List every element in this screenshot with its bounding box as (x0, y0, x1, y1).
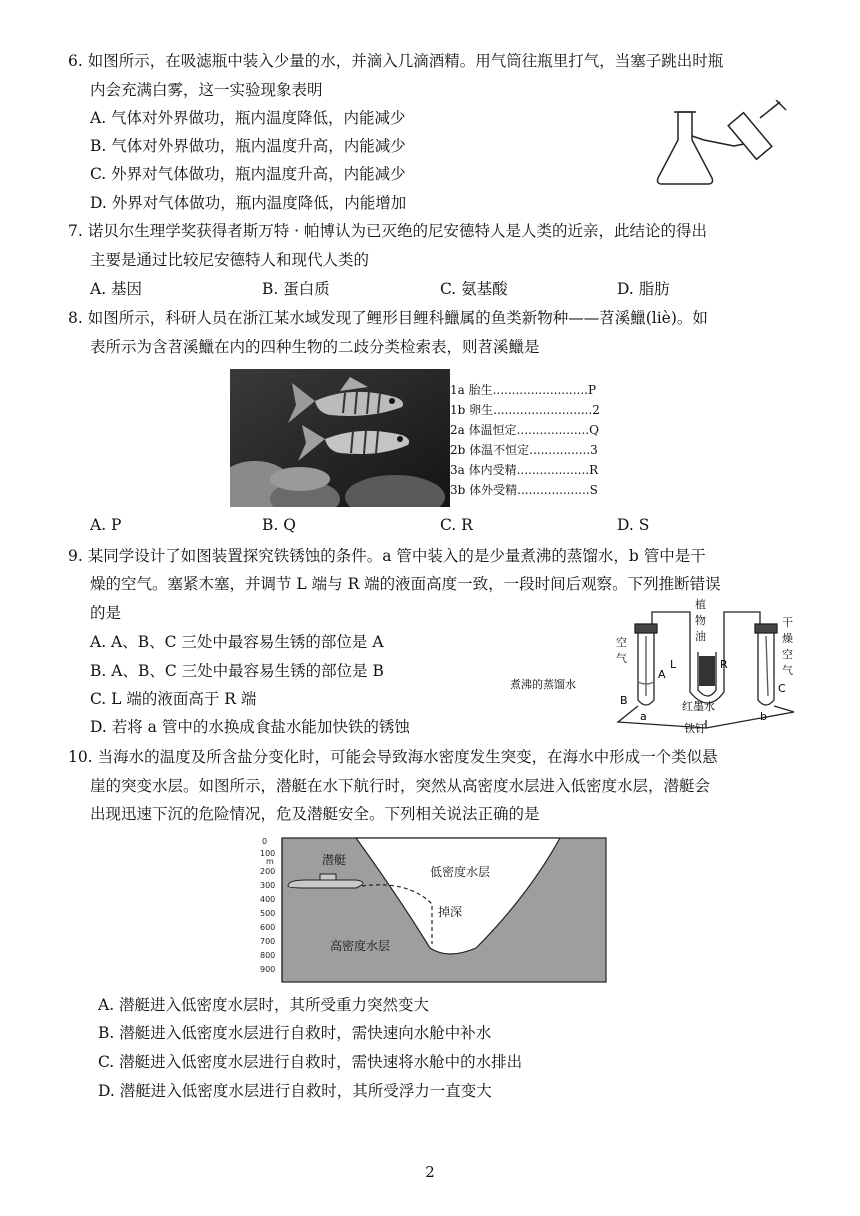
key-entry: 2b 体温不恒定................3 (450, 443, 598, 457)
depth-tick: 600 (260, 923, 276, 932)
q10-option-a: A. 潜艇进入低密度水层时，其所受重力突然变大 (98, 996, 430, 1014)
label-R: R (720, 658, 728, 671)
label-air: 空 气 (616, 636, 627, 665)
fish-photo (230, 369, 450, 507)
q8-option-d: D. S (617, 516, 650, 534)
key-entry: 1b 卵生..........................2 (450, 403, 600, 417)
depth-unit: m (266, 857, 274, 866)
q10-stem-line3: 出现迅速下沉的危险情况，危及潜艇安全。下列相关说法正确的是 (90, 805, 540, 823)
depth-tick: 700 (260, 937, 276, 946)
q6-option-a: A. 气体对外界做功，瓶内温度降低，内能减少 (90, 109, 406, 127)
dichotomous-key (450, 380, 600, 500)
q9-stem-line2: 燥的空气。塞紧木塞，并调节 L 端与 R 端的液面高度一致，一段时间后观察。下列推断错误 (90, 575, 721, 593)
q6-option-d: D. 外界对气体做功，瓶内温度降低，内能增加 (90, 194, 407, 212)
q9-stem-line1: 9. 某同学设计了如图装置探究铁锈蚀的条件。a 管中装入的是少量煮沸的蒸馏水，b 管中是干 (68, 547, 706, 565)
submarine-water-layer-figure (258, 836, 610, 986)
q9-option-b: B. A、B、C 三处中最容易生锈的部位是 B (90, 662, 384, 680)
label-B: B (620, 694, 628, 707)
q8-option-b: B. Q (262, 516, 296, 534)
label-red-ink: 红墨水 (682, 700, 715, 713)
key-entry: 1a 胎生.........................P (450, 383, 597, 397)
label-submarine: 潜艇 (322, 853, 347, 867)
q6-stem-line2: 内会充满白雾，这一实验现象表明 (90, 81, 323, 99)
label-boiled-water: 煮沸的蒸馏水 (510, 678, 576, 691)
label-oil: 植 物 油 (695, 598, 706, 643)
q7-option-c: C. 氨基酸 (440, 280, 508, 298)
depth-tick: 300 (260, 881, 276, 890)
label-a: a (640, 710, 647, 723)
q9-stem-line3: 的是 (90, 604, 122, 622)
key-entry: 3a 体内受精...................R (450, 463, 599, 477)
label-high-density: 高密度水层 (330, 939, 391, 953)
q7-option-a: A. 基因 (90, 280, 143, 298)
q6-stem-line1: 6. 如图所示，在吸滤瓶中装入少量的水，并滴入几滴酒精。用气筒往瓶里打气，当塞子跳出时瓶 (68, 52, 724, 70)
q8-option-c: C. R (440, 516, 473, 534)
depth-tick: 100 (260, 849, 276, 858)
depth-tick: 0 (262, 837, 268, 846)
q10-option-b: B. 潜艇进入低密度水层进行自救时，需快速向水舱中补水 (98, 1024, 492, 1042)
label-low-density: 低密度水层 (430, 865, 491, 879)
label-dry-air: 干 燥 空 气 (782, 616, 793, 677)
depth-tick: 900 (260, 965, 276, 974)
q10-option-d: D. 潜艇进入低密度水层进行自救时，其所受浮力一直变大 (98, 1082, 492, 1100)
q7-option-d: D. 脂肪 (617, 280, 670, 298)
q8-stem-line1: 8. 如图所示，科研人员在浙江某水域发现了鲤形目鲤科鱲属的鱼类新物种——苕溪鱲(liè)。如 (68, 309, 708, 327)
label-drop: 掉深 (438, 905, 463, 919)
q9-option-c: C. L 端的液面高于 R 端 (90, 690, 257, 708)
q10-stem-line1: 10. 当海水的温度及所含盐分变化时，可能会导致海水密度发生突变，在海水中形成一个类似悬 (68, 748, 718, 766)
q6-option-c: C. 外界对气体做功，瓶内温度升高，内能减少 (90, 165, 406, 183)
label-C: C (778, 682, 786, 695)
depth-tick: 200 (260, 867, 276, 876)
page-number: 2 (425, 1163, 435, 1181)
label-A: A (658, 668, 666, 681)
q8-stem-line2: 表所示为含苕溪鱲在内的四种生物的二歧分类检索表，则苕溪鱲是 (90, 338, 540, 356)
label-nail: 铁钉 (684, 722, 706, 735)
key-entry: 2a 体温恒定...................Q (450, 423, 599, 437)
q7-stem-line1: 7. 诺贝尔生理学奖获得者斯万特 · 帕博认为已灭绝的尼安德特人是人类的近亲，此结论的得出 (68, 222, 707, 240)
q8-option-a: A. P (90, 516, 122, 534)
q10-stem-line2: 崖的突变水层。如图所示，潜艇在水下航行时，突然从高密度水层进入低密度水层，潜艇会 (90, 777, 711, 795)
q7-stem-line2: 主要是通过比较尼安德特人和现代人类的 (90, 251, 370, 269)
q6-option-b: B. 气体对外界做功，瓶内温度升高，内能减少 (90, 137, 406, 155)
suction-flask-pump-figure (648, 100, 798, 195)
iron-rust-apparatus-figure (510, 596, 800, 736)
q7-option-b: B. 蛋白质 (262, 280, 330, 298)
label-b: b (760, 710, 767, 723)
key-entry: 3b 体外受精...................S (450, 483, 598, 497)
depth-tick: 500 (260, 909, 276, 918)
q9-option-d: D. 若将 a 管中的水换成食盐水能加快铁的锈蚀 (90, 718, 410, 736)
depth-tick: 800 (260, 951, 276, 960)
depth-tick: 400 (260, 895, 276, 904)
q9-option-a: A. A、B、C 三处中最容易生锈的部位是 A (90, 633, 384, 651)
q10-option-c: C. 潜艇进入低密度水层进行自救时，需快速将水舱中的水排出 (98, 1053, 523, 1071)
label-L: L (670, 658, 677, 671)
